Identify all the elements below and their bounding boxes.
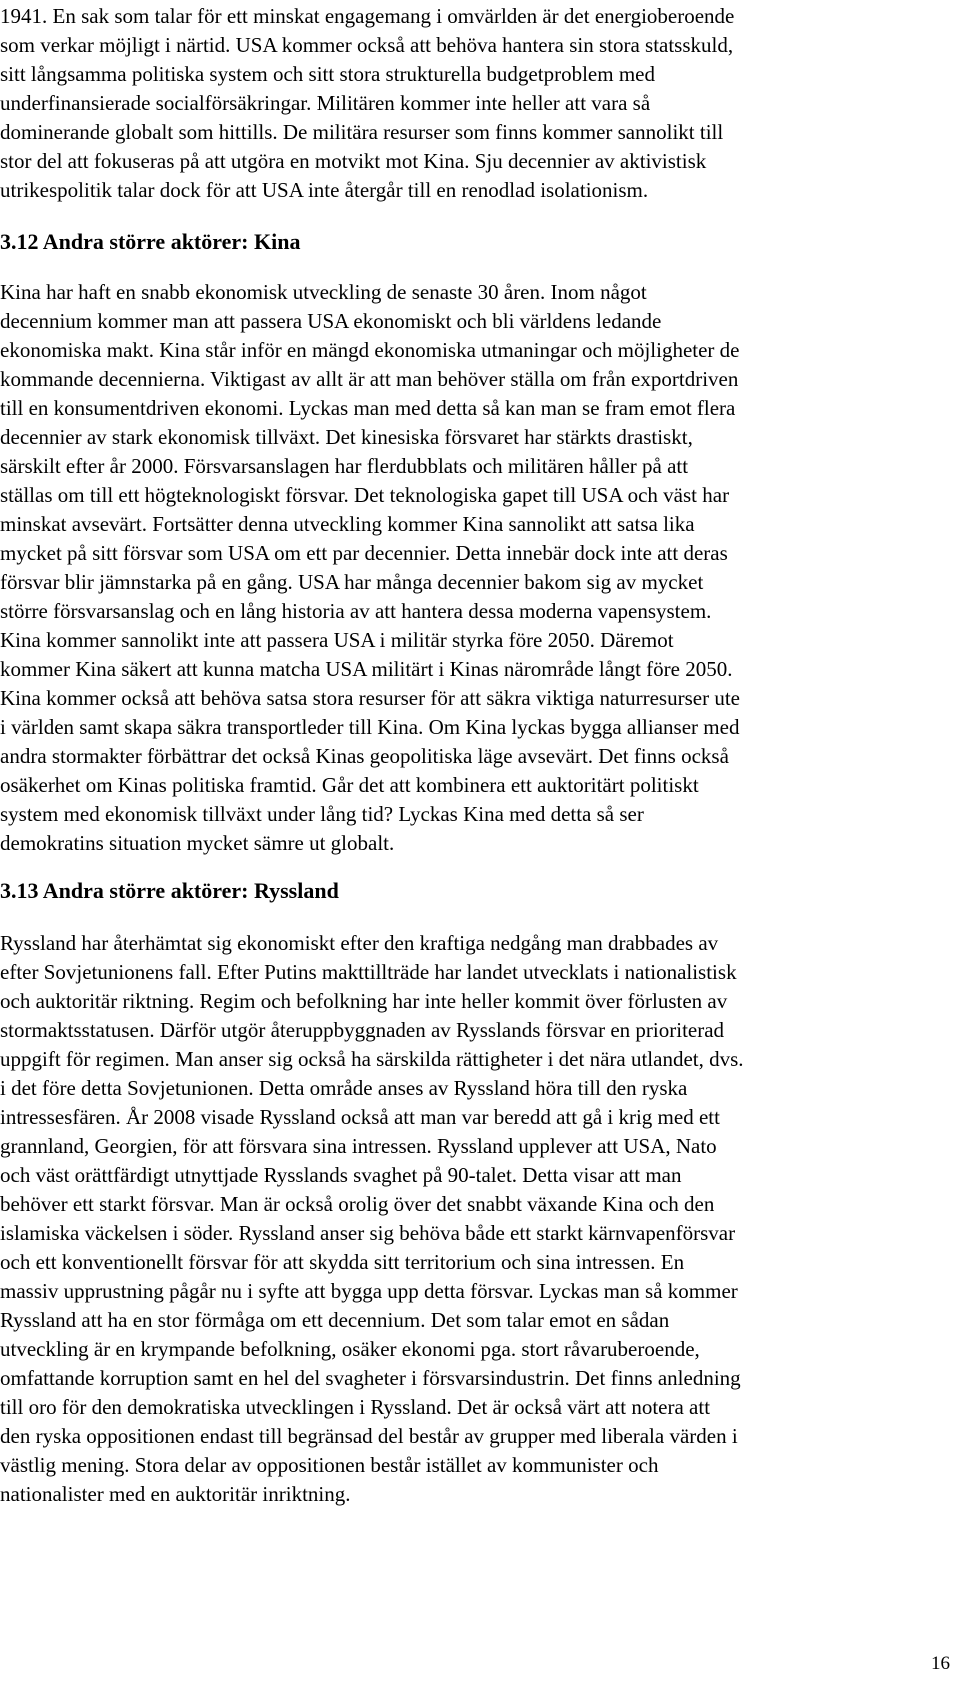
text-line: massiv upprustning pågår nu i syfte att bygga upp detta försvar. Lyckas man så kommer <box>0 1279 738 1303</box>
text-line: nationalister med en auktoritär inriktning. <box>0 1482 351 1506</box>
text-line: efter Sovjetunionens fall. Efter Putins makttillträde har landet utvecklats i nationalistisk <box>0 960 737 984</box>
text-line: utveckling är en krympande befolkning, osäker ekonomi pga. stort råvaruberoende, <box>0 1337 700 1361</box>
text-line: och väst orättfärdigt utnyttjade Rysslands svaghet på 90-talet. Detta visar att man <box>0 1163 682 1187</box>
text-line: omfattande korruption samt en hel del svagheter i försvarsindustrin. Det finns anledning <box>0 1366 741 1390</box>
text-line: behöver ett starkt försvar. Man är också orolig över det snabbt växande Kina och den <box>0 1192 715 1216</box>
section-heading-kina: 3.12 Andra större aktörer: Kina <box>0 229 301 254</box>
text-line: underfinansierade socialförsäkringar. Militären kommer inte heller att vara så <box>0 91 651 115</box>
text-line: den ryska oppositionen endast till begränsad del består av grupper med liberala värden i <box>0 1424 738 1448</box>
text-line: i världen samt skapa säkra transportleder till Kina. Om Kina lyckas bygga allianser med <box>0 715 740 739</box>
text-line: minskat avsevärt. Fortsätter denna utveckling kommer Kina sannolikt att satsa lika <box>0 512 695 536</box>
text-line: i det före detta Sovjetunionen. Detta område anses av Ryssland höra till den ryska <box>0 1076 688 1100</box>
text-line: 1941. En sak som talar för ett minskat engagemang i omvärlden är det energioberoende <box>0 4 735 28</box>
text-line: intressesfären. År 2008 visade Ryssland också att man var beredd att gå i krig med ett <box>0 1105 720 1129</box>
text-line: och auktoritär riktning. Regim och befolkning har inte heller kommit över förlusten av <box>0 989 728 1013</box>
text-line: system med ekonomisk tillväxt under lång tid? Lyckas Kina med detta så ser <box>0 802 644 826</box>
text-line: ekonomiska makt. Kina står inför en mängd ekonomiska utmaningar och möjligheter de <box>0 338 740 362</box>
text-line: stormaktsstatusen. Därför utgör återuppbyggnaden av Rysslands försvar en prioriterad <box>0 1018 725 1042</box>
text-line: västlig mening. Stora delar av oppositionen består istället av kommunister och <box>0 1453 659 1477</box>
text-line: uppgift för regimen. Man anser sig också ha särskilda rättigheter i det nära utlandet, dvs. <box>0 1047 744 1071</box>
intro-paragraph <box>0 2 935 205</box>
text-line: mycket på sitt försvar som USA om ett par decennier. Detta innebär dock inte att deras <box>0 541 728 565</box>
text-line: stor del att fokuseras på att utgöra en motvikt mot Kina. Sju decennier av aktivistisk <box>0 149 707 173</box>
text-line: Ryssland har återhämtat sig ekonomiskt efter den kraftiga nedgång man drabbades av <box>0 931 719 955</box>
text-line: till en konsumentdriven ekonomi. Lyckas man med detta så kan man se fram emot flera <box>0 396 736 420</box>
text-line: kommer Kina säkert att kunna matcha USA militärt i Kinas närområde långt före 2050. <box>0 657 733 681</box>
text-line: till oro för den demokratiska utvecklingen i Ryssland. Det är också värt att notera att <box>0 1395 711 1419</box>
text-line: demokratins situation mycket sämre ut globalt. <box>0 831 395 855</box>
text-line: dominerande globalt som hittills. De militära resurser som finns kommer sannolikt till <box>0 120 724 144</box>
text-line: Kina kommer sannolikt inte att passera USA i militär styrka före 2050. Däremot <box>0 628 674 652</box>
text-line: utrikespolitik talar dock för att USA inte återgår till en renodlad isolationism. <box>0 178 649 202</box>
text-line: sitt långsamma politiska system och sitt stora strukturella budgetproblem med <box>0 62 655 86</box>
text-line: ställas om till ett högteknologiskt försvar. Det teknologiska gapet till USA och väst har <box>0 483 730 507</box>
text-line: Ryssland att ha en stor förmåga om ett decennium. Det som talar emot en sådan <box>0 1308 670 1332</box>
text-line: osäkerhet om Kinas politiska framtid. Går det att kombinera ett auktoritärt politiskt <box>0 773 699 797</box>
section-heading-ryssland: 3.13 Andra större aktörer: Ryssland <box>0 878 339 903</box>
text-line: andra stormakter förbättrar det också Kinas geopolitiska läge avsevärt. Det finns också <box>0 744 729 768</box>
text-line: grannland, Georgien, för att försvara sina intressen. Ryssland upplever att USA, Nato <box>0 1134 717 1158</box>
text-line: islamiska väckelsen i söder. Ryssland anser sig behöva både ett starkt kärnvapenförsvar <box>0 1221 736 1245</box>
text-line: decennium kommer man att passera USA ekonomiskt och bli världens ledande <box>0 309 662 333</box>
text-line: som verkar möjligt i närtid. USA kommer också att behöva hantera sin stora statsskuld, <box>0 33 734 57</box>
text-line: kommande decennierna. Viktigast av allt är att man behöver ställa om från exportdriven <box>0 367 739 391</box>
text-line: Kina kommer också att behöva satsa stora resurser för att säkra viktiga naturresurser ute <box>0 686 740 710</box>
page-number: 16 <box>931 1653 950 1674</box>
text-line: decennier av stark ekonomisk tillväxt. Det kinesiska försvaret har stärkts drastiskt, <box>0 425 693 449</box>
text-line: Kina har haft en snabb ekonomisk utveckling de senaste 30 åren. Inom något <box>0 280 647 304</box>
text-line: större försvarsanslag och en lång historia av att hantera dessa moderna vapensystem. <box>0 599 712 623</box>
text-line: särskilt efter år 2000. Försvarsanslagen har flerdubblats och militären håller på att <box>0 454 689 478</box>
text-line: och ett konventionellt försvar för att skydda sitt territorium och sina intressen. En <box>0 1250 685 1274</box>
ryssland-paragraph <box>0 929 935 1509</box>
text-line: försvar blir jämnstarka på en gång. USA har många decennier bakom sig av mycket <box>0 570 704 594</box>
kina-paragraph <box>0 278 935 858</box>
